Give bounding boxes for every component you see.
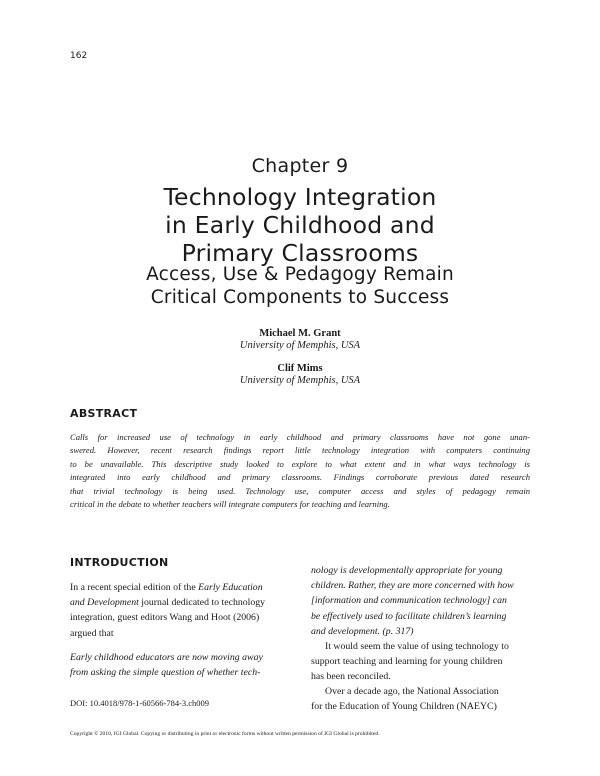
copyright-notice: Copyright © 2010, IGI Global. Copying or distributing in print or electronic forms without written permission of IGI Global is prohibited.	[70, 731, 380, 737]
body-line: for the Education of Young Children (NAEYC)	[311, 701, 497, 713]
quote-line: Early childhood educators are now moving away	[70, 652, 263, 663]
intro-paragraph	[70, 580, 292, 641]
title-line: Technology Integration	[163, 183, 437, 211]
body-line: Over a decade ago, the National Association	[325, 686, 499, 697]
author-affiliation: University of Memphis, USA	[239, 340, 361, 351]
chapter-label: Chapter 9	[251, 155, 349, 177]
title-line: in Early Childhood and	[165, 211, 435, 239]
chapter-title	[0, 183, 600, 267]
subtitle-line: Access, Use & Pedagogy Remain	[146, 264, 454, 285]
chapter-subtitle	[0, 264, 600, 310]
introduction-heading: INTRODUCTION	[70, 556, 169, 569]
subtitle-line: Critical Components to Success	[150, 287, 450, 308]
quote-line: from asking the simple question of whether tech-	[70, 667, 261, 679]
abstract-body	[70, 431, 530, 511]
abstract-line: critical in the debate to whether teachers will integrate computers for teaching and learning.	[70, 499, 390, 510]
author-affiliation: University of Memphis, USA	[239, 375, 361, 386]
quote-line: [information and communication technology] can	[311, 595, 507, 607]
quote-line: be effectively used to facilitate children’s learning	[311, 610, 507, 622]
abstract-line: integrated into early childhood and primary classrooms. Findings corroborate previous dated research	[70, 472, 530, 483]
abstract-line: swered. However, recent research findings report little technology integration with computers continuing	[70, 445, 530, 456]
quote-line: and development. (p. 317)	[311, 625, 414, 637]
author-name: Clif Mims	[277, 363, 323, 374]
abstract-line: that trivial technology is being used. Technology use, computer access and styles of pedagogy remain	[70, 485, 530, 496]
author-name: Michael M. Grant	[259, 328, 341, 339]
intro-line: and Development journal dedicated to technology	[70, 597, 266, 609]
abstract-heading: ABSTRACT	[70, 407, 138, 420]
body-line: support teaching and learning for young children	[311, 656, 503, 668]
abstract-line: Calls for increased use of technology in early childhood and primary classrooms have not gone unan-	[70, 432, 530, 442]
doi: DOI: 10.4018/978-1-60566-784-3.ch009	[70, 698, 210, 708]
block-quote-start	[70, 650, 292, 680]
block-quote-end	[311, 563, 531, 639]
title-line: Primary Classrooms	[181, 239, 419, 267]
quote-line: nology is developmentally appropriate for young	[311, 565, 503, 576]
abstract-line: to be unavailable. This descriptive study looked to explore to what extent and in what ways technology is	[70, 458, 530, 469]
body-paragraph	[311, 684, 531, 714]
body-paragraph	[311, 639, 531, 685]
page-number: 162	[70, 51, 88, 61]
intro-line: integration, guest editors Wang and Hoot (2006)	[70, 612, 260, 624]
body-line: has been reconciled.	[311, 671, 391, 683]
author-block	[0, 328, 600, 351]
quote-line: children. Rather, they are more concerned with how	[311, 580, 514, 592]
author-block	[0, 363, 600, 386]
intro-line: argued that	[70, 627, 114, 639]
body-line: It would seem the value of using technology to	[325, 641, 509, 652]
intro-line: In a recent special edition of the Early Education	[70, 582, 263, 593]
